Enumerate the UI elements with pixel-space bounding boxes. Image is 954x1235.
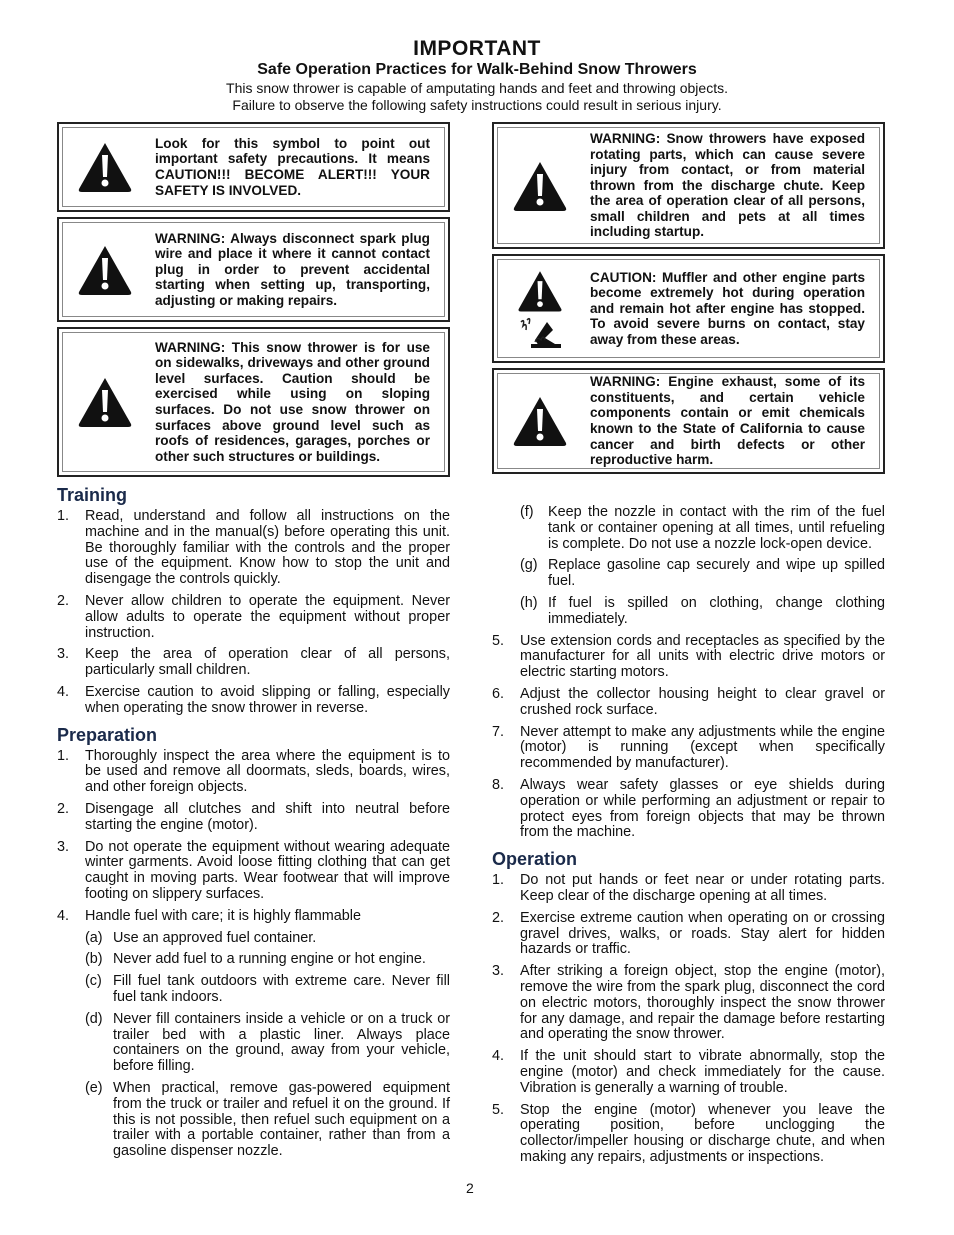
warning-box-surfaces <box>57 327 450 477</box>
intro-line-1: This snow thrower is capable of amputating hands and feet and throwing objects. <box>226 80 728 96</box>
page-title: IMPORTANT <box>413 37 541 60</box>
operation-heading: Operation <box>492 849 578 870</box>
warning-box-rotating-parts <box>492 122 885 249</box>
list-item: 1. Read, understand and follow all instructions on the machine and in the manual(s) before operating this unit. Be thoroughly familiar with the controls and the proper use of the equipment. Know how to stop the unit and disengage the controls quickly. <box>57 508 450 588</box>
list-item: 1. Thoroughly inspect the area where the equipment is to be used and remove all doormats, sleds, boards, wires, and other foreign objects. <box>57 747 450 796</box>
list-item: 4. Handle fuel with care; it is highly flammable <box>57 907 361 924</box>
list-item: 8. Always wear safety glasses or eye shields during operation or while performing an adjustment or repair to protect eyes from foreign objects that may be thrown from the machine. <box>492 776 885 841</box>
list-item: (d) Never fill containers inside a vehicle or on a truck or trailer bed with a plastic liner. Always place containers on the ground, away from your vehicle, before filling. <box>85 1010 450 1075</box>
safety-alert-triangle-icon <box>69 139 141 195</box>
page-header <box>0 38 954 114</box>
safety-alert-triangle-icon <box>504 393 576 449</box>
list-item: 2. Never allow children to operate the equipment. Never allow adults to operate the equipment without proper instruction. <box>57 592 450 641</box>
list-item: (b) Never add fuel to a running engine or hot engine. <box>85 951 426 968</box>
left-column <box>57 122 450 1166</box>
list-item: 3. Do not operate the equipment without wearing adequate winter garments. Avoid loose fitting clothing that can get caught in moving parts. Wear footwear that will improve footing on slippery surfaces. <box>57 838 450 902</box>
right-column <box>492 122 885 1172</box>
list-item: (a) Use an approved fuel container. <box>85 929 317 946</box>
safety-alert-triangle-icon <box>515 268 565 314</box>
list-item: 1. Do not put hands or feet near or under rotating parts. Keep clear of the discharge opening at all times. <box>492 872 885 904</box>
warning-box-muffler <box>492 254 885 363</box>
warning-text: CAUTION: Muffler and other engine parts become extremely hot during operation and remain hot after engine has stopped. To avoid severe burns on contact, stay away from these areas. <box>590 269 865 347</box>
preparation-list-continued <box>492 634 885 842</box>
list-item: (c) Fill fuel tank outdoors with extreme care. Never fill fuel tank indoors. <box>85 973 450 1005</box>
preparation-heading: Preparation <box>57 724 158 745</box>
list-item: 5. Stop the engine (motor) whenever you leave the operating position, before unclogging the collector/impeller housing or discharge chute, and when making any repairs, adjustments or inspections. <box>492 1101 885 1165</box>
list-item: (g) Replace gasoline cap securely and wipe up spilled fuel. <box>520 557 885 590</box>
list-item: 7. Never attempt to make any adjustments while the engine (motor) is running (except when specifically recommended by manufacturer). <box>492 723 885 772</box>
page-number: 2 <box>466 1180 474 1196</box>
warning-text: WARNING: Snow throwers have exposed rotating parts, which can cause severe injury from contact, or from material thrown from the discharge chute. Keep the area of operation clear of all persons, small children and pets at all times including startup. <box>590 130 865 240</box>
warning-text: Look for this symbol to point out important safety precautions. It means CAUTION!!! BECOME ALERT!!! YOUR SAFETY IS INVOLVED. <box>155 135 430 198</box>
list-item: 4. Exercise caution to avoid slipping or falling, especially when operating the snow thrower in reverse. <box>57 683 450 716</box>
list-item: (e) When practical, remove gas-powered equipment from the truck or trailer and refuel it on the ground. If this is not possible, then refuel such equipment on a trailer with a portable container, rather than from a gasoline dispenser nozzle. <box>85 1079 450 1160</box>
warning-box-spark-plug <box>57 217 450 322</box>
warning-text: WARNING: Always disconnect spark plug wire and place it where it cannot contact plug in order to prevent accidental starting when setting up, transporting, adjusting or making repairs. <box>155 230 430 308</box>
training-heading: Training <box>57 485 128 505</box>
safety-alert-triangle-icon <box>69 374 141 430</box>
list-item: (h) If fuel is spilled on clothing, change clothing immediately. <box>520 594 885 627</box>
hot-surface-icon <box>517 316 563 350</box>
fuel-sub-list-continued <box>492 505 885 628</box>
preparation-list <box>57 749 450 925</box>
list-item: 2. Exercise extreme caution when operating on or crossing gravel drives, walks, or roads. Stay alert for hidden hazards or traffic. <box>492 909 885 958</box>
list-item: 2. Disengage all clutches and shift into neutral before starting the engine (motor). <box>57 800 450 833</box>
safety-alert-triangle-icon <box>69 242 141 298</box>
list-item: 4. If the unit should start to vibrate abnormally, stop the engine (motor) and check immediately for the cause. Vibration is generally a warning of trouble. <box>492 1048 885 1096</box>
page-subtitle: Safe Operation Practices for Walk-Behind Snow Throwers <box>257 61 697 78</box>
operation-list <box>492 873 885 1166</box>
list-item: 3. After striking a foreign object, stop the engine (motor), remove the wire from the spark plug, disconnect the cord on electric motors, thoroughly inspect the snow thrower for any damage, and repair the damage before restarting and operating the snow thrower. <box>492 963 885 1043</box>
list-item: 3. Keep the area of operation clear of all persons, particularly small children. <box>57 646 450 679</box>
training-list <box>57 509 450 717</box>
warning-text: WARNING: Engine exhaust, some of its constituents, and certain vehicle components contain or emit chemicals known to the State of California to cause cancer and birth defects or other reproductive harm. <box>590 374 865 468</box>
list-item: 6. Adjust the collector housing height to clear gravel or crushed rock surface. <box>492 685 885 718</box>
warning-box-exhaust <box>492 368 885 474</box>
warning-text: WARNING: This snow thrower is for use on sidewalks, driveways and other ground level surfaces. Caution should be exercised while using on sloping surfaces. Do not use snow thrower on surfaces above ground level such as roofs of residences, garages, porches or other such structures or buildings. <box>155 339 430 464</box>
intro-line-2: Failure to observe the following safety instructions could result in serious injury. <box>232 97 722 113</box>
icon-group <box>504 268 576 350</box>
list-item: (f) Keep the nozzle in contact with the rim of the fuel tank or container opening at all times, until refueling is complete. Do not use a nozzle lock-open device. <box>520 504 885 552</box>
fuel-sub-list <box>57 931 450 1160</box>
list-item: 5. Use extension cords and receptacles as specified by the manufacturer for all units with electric drive motors or electric starting motors. <box>492 632 885 681</box>
safety-alert-triangle-icon <box>504 158 576 214</box>
warning-box-alert-symbol <box>57 122 450 212</box>
